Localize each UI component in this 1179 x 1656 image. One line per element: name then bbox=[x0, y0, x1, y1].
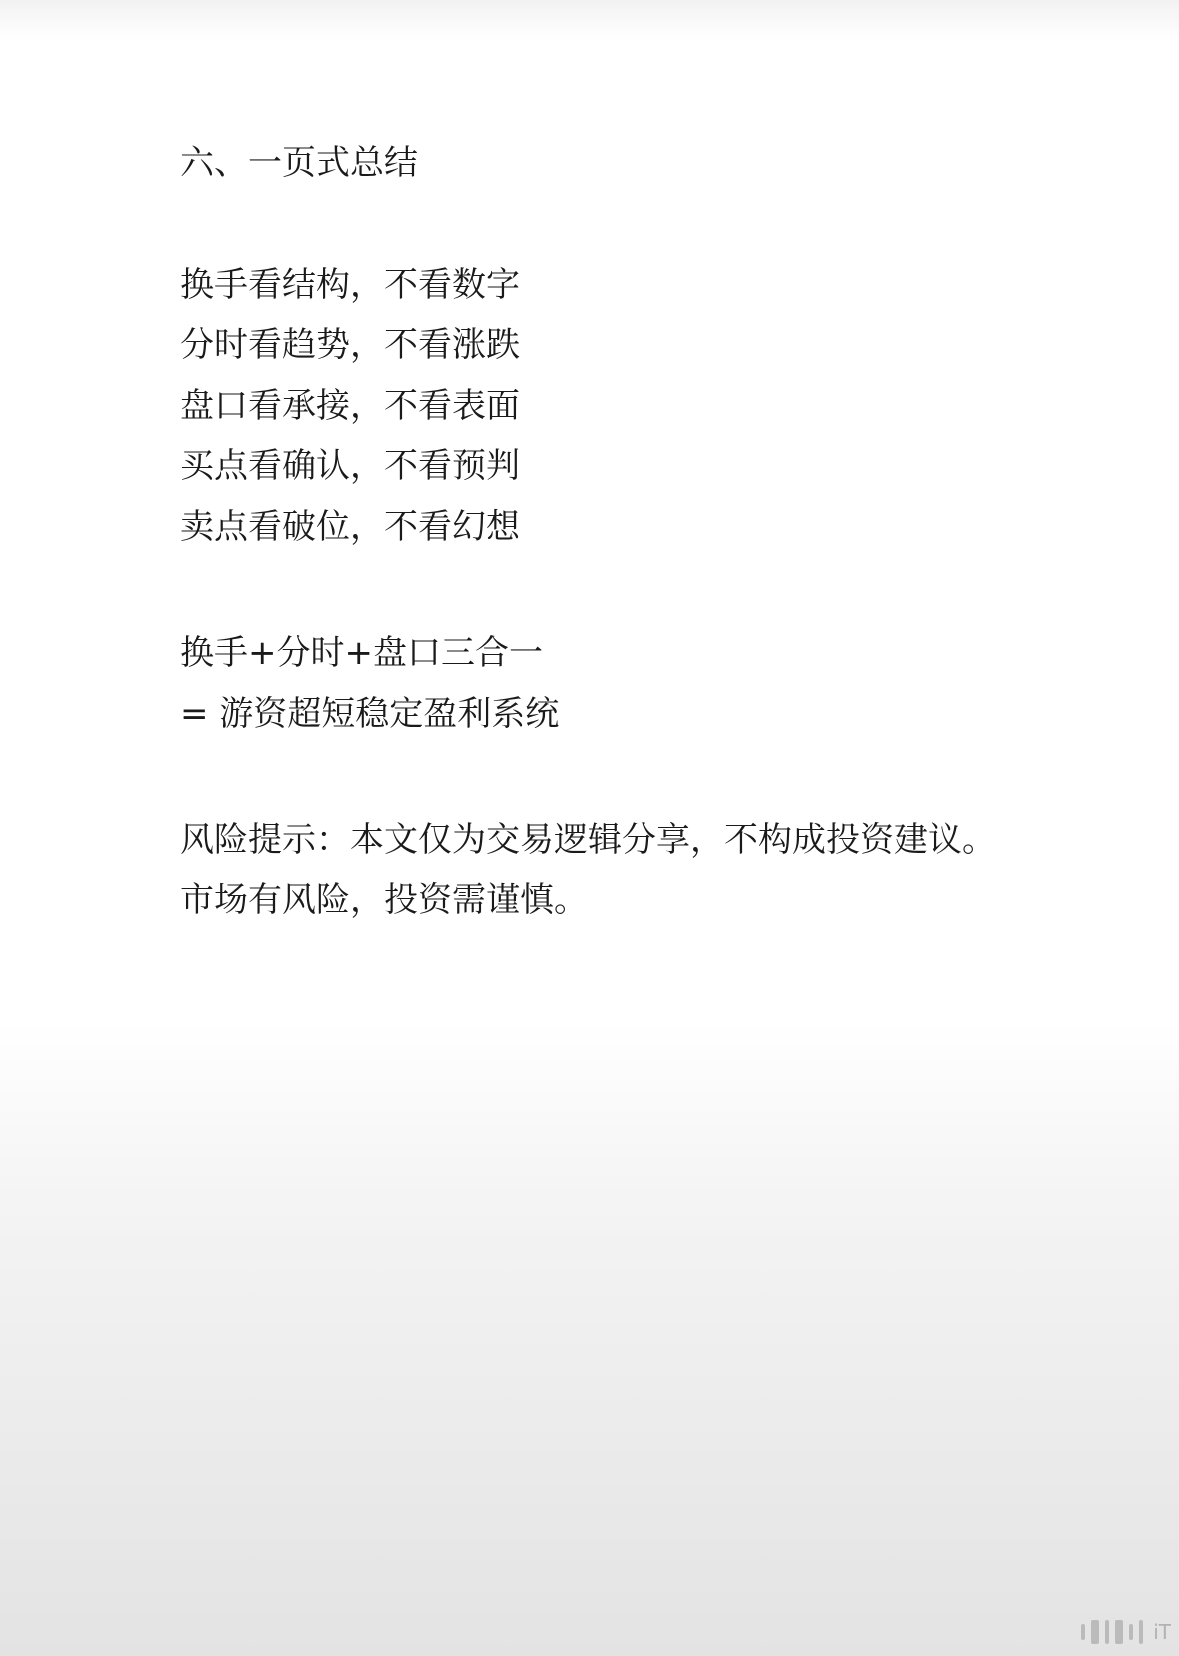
summary-line: 买点看确认，不看预判 bbox=[180, 446, 520, 486]
risk-disclaimer-line: 风险提示：本文仅为交易逻辑分享，不构成投资建议。 bbox=[180, 820, 996, 860]
watermark-mark bbox=[1105, 1620, 1109, 1644]
summary-line: 换手看结构，不看数字 bbox=[180, 265, 520, 305]
risk-disclaimer-line: 市场有风险，投资需谨慎。 bbox=[180, 880, 588, 920]
watermark-mark bbox=[1129, 1624, 1133, 1640]
summary-line: 盘口看承接，不看表面 bbox=[180, 386, 520, 426]
formula-line: 换手+分时+盘口三合一 bbox=[180, 633, 543, 673]
summary-line: 卖点看破位，不看幻想 bbox=[180, 507, 520, 547]
watermark-mark bbox=[1139, 1620, 1143, 1644]
watermark-mark bbox=[1115, 1620, 1123, 1644]
watermark-mark bbox=[1081, 1624, 1085, 1640]
watermark-mark bbox=[1091, 1620, 1099, 1644]
watermark bbox=[1081, 1618, 1171, 1646]
summary-line: 分时看趋势，不看涨跌 bbox=[180, 325, 520, 365]
watermark-text: iT bbox=[1153, 1620, 1171, 1644]
section-heading: 六、一页式总结 bbox=[180, 143, 418, 183]
formula-result-line: = 游资超短稳定盈利系统 bbox=[180, 694, 560, 734]
